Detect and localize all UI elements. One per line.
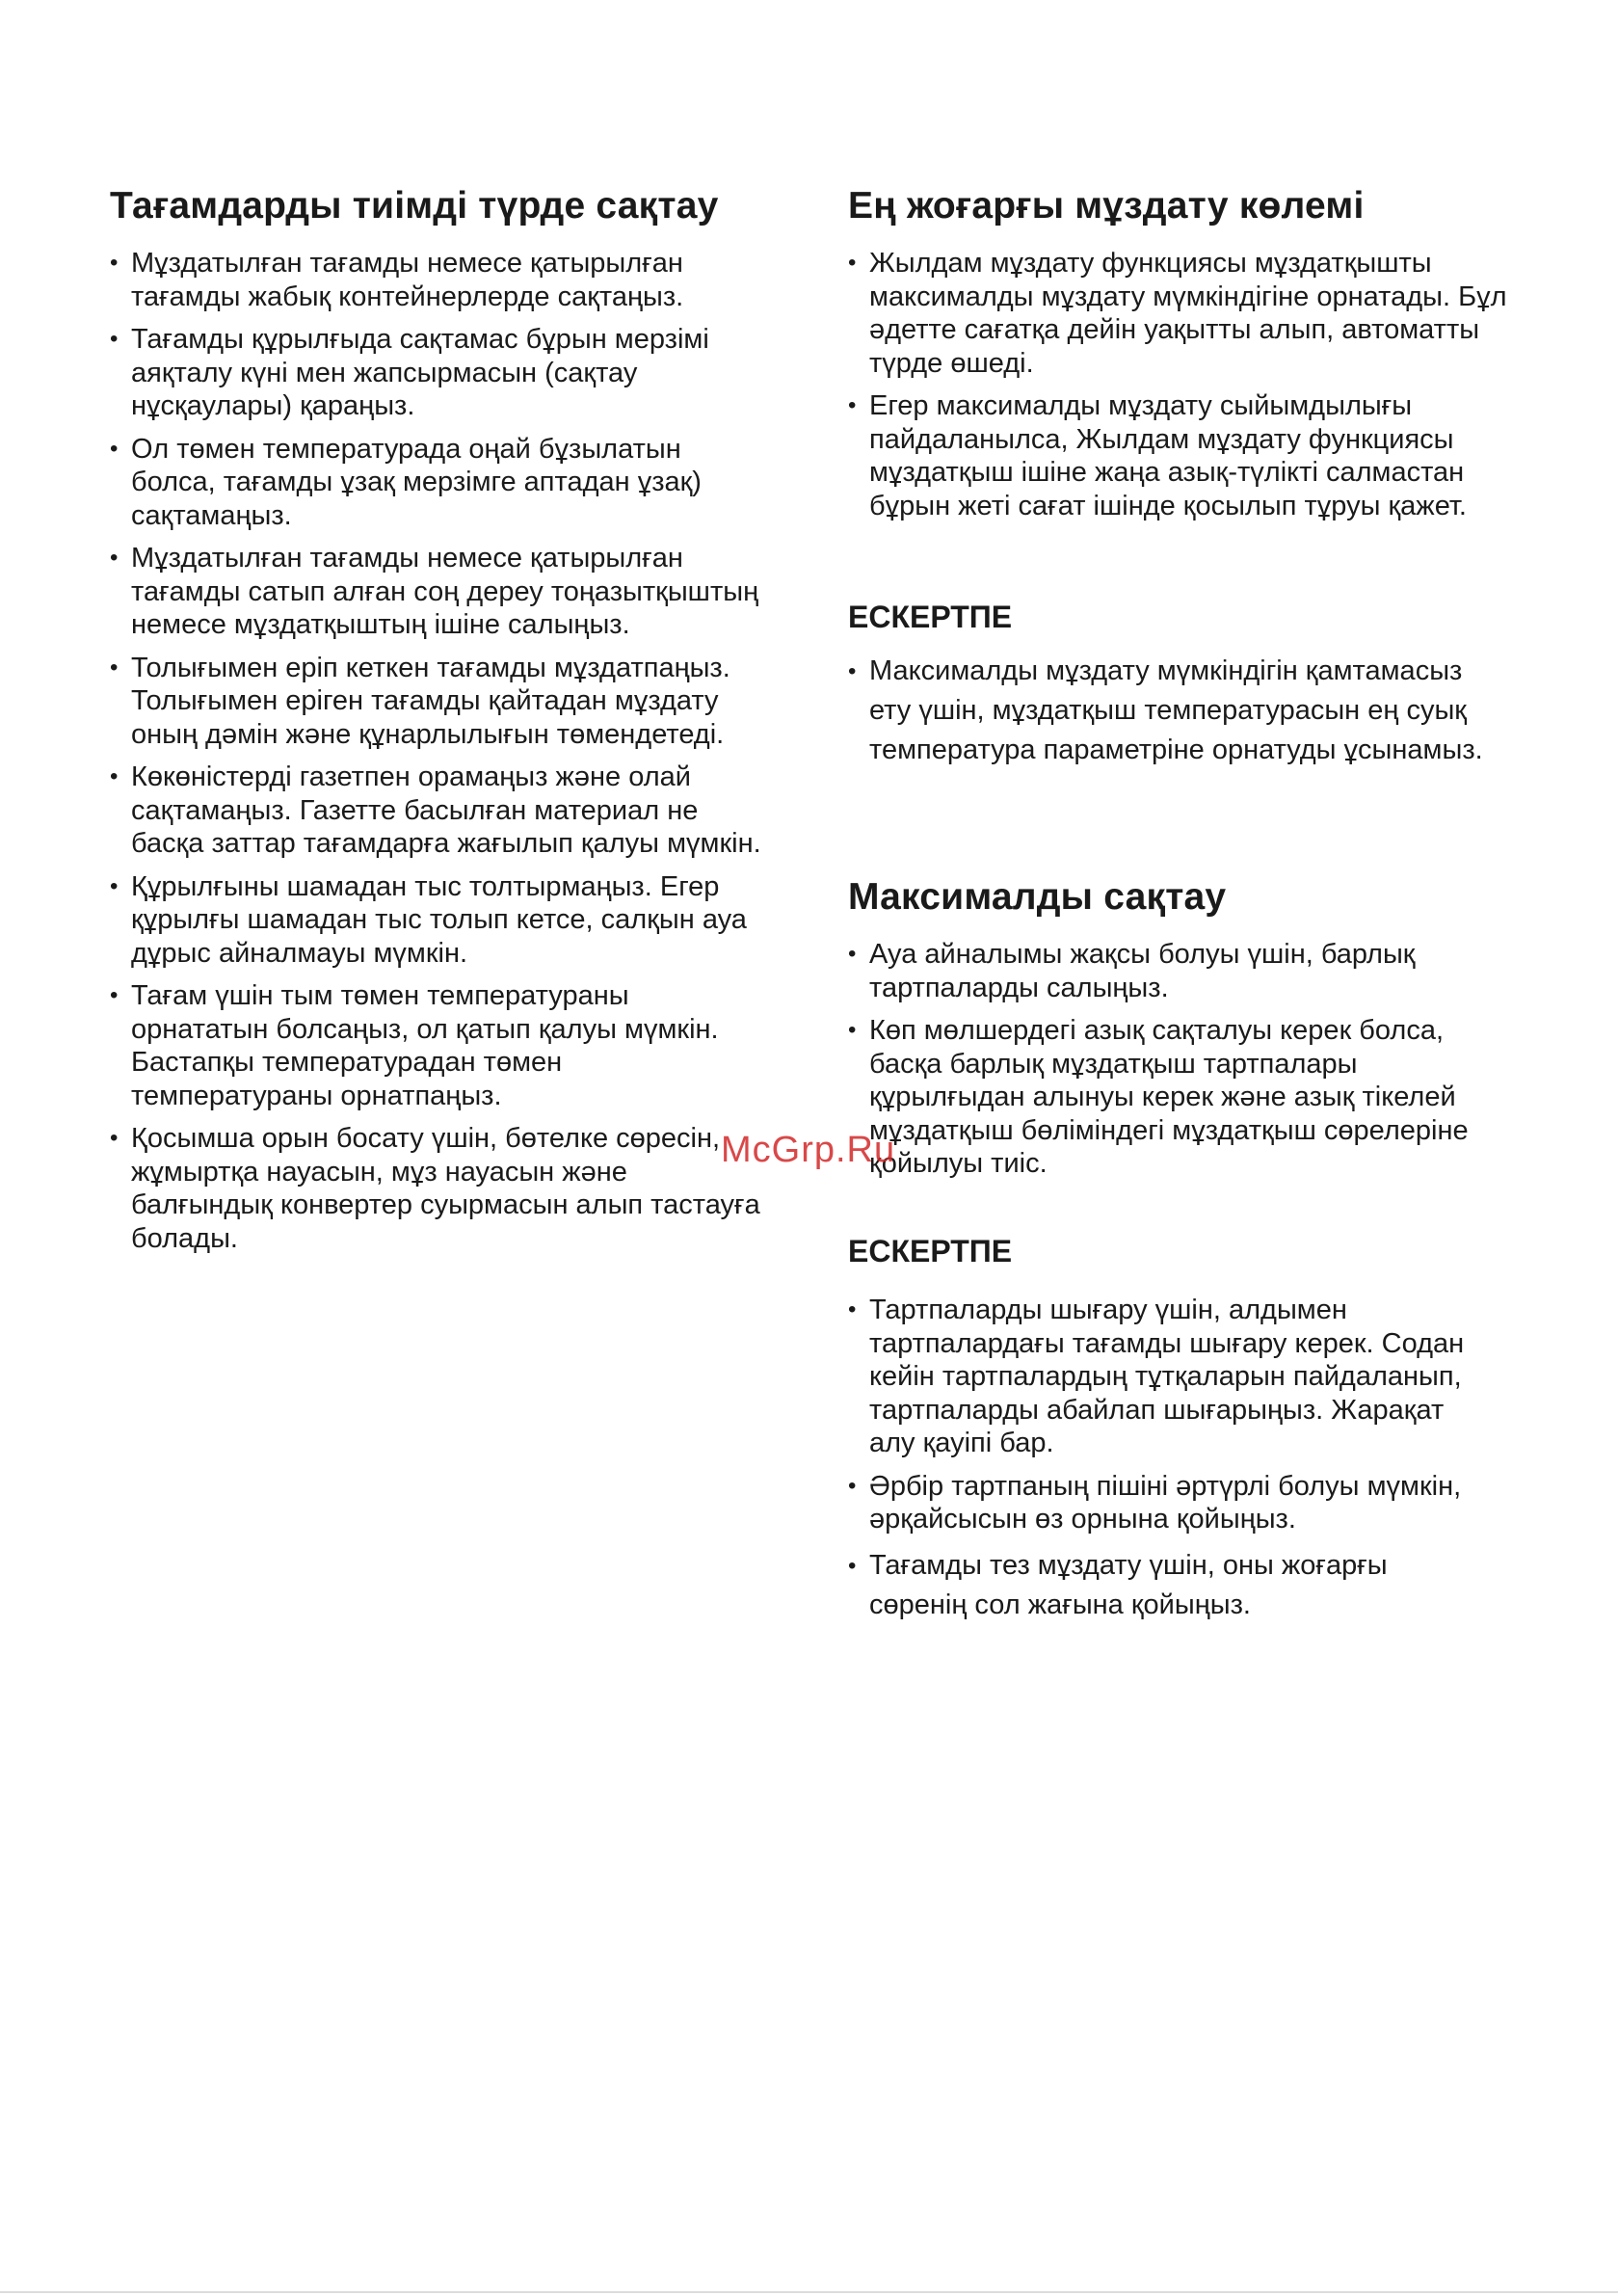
note-title: ЕСКЕРТПЕ	[848, 600, 1013, 634]
list-item: • Мұздатылған тағамды немесе қатырылған тағамды жабық контейнерлерде сақтаңыз.	[110, 248, 684, 312]
food-storage-list	[110, 247, 765, 1255]
bullet-icon: •	[848, 1552, 857, 1579]
bullet-icon: •	[848, 941, 857, 967]
bullet-icon: •	[848, 1296, 857, 1322]
list-item: • Мұздатылған тағамды немесе қатырылған тағамды сатып алған соң дереу тоңазытқыштың немесе мұздатқыштың ішіне салыңыз.	[110, 543, 759, 640]
list-item: • Көп мөлшердегі азық сақталуы керек болса, басқа барлық мұздатқыш тартпалары құрылғыдан алынуы керек және азық тікелей мұздатқыш бөліміндегі мұздатқыш сөрелеріне қойылуы тиіс.	[848, 1015, 1469, 1179]
list-item: • Әрбір тартпаның пішіні әртүрлі болуы мүмкін, әрқайсысын өз орнына қойыңыз.	[848, 1470, 1462, 1535]
section-food-storage	[110, 183, 823, 1265]
section-max-storage	[848, 874, 1523, 1190]
bullet-icon: •	[848, 1017, 857, 1043]
list-item: • Тағамды құрылғыда сақтамас бұрын мерзімі аяқталу күні мен жапсырмасын (сақтау нұсқаулары) қараңыз.	[110, 324, 709, 421]
bullet-icon: •	[110, 545, 119, 571]
bullet-icon: •	[110, 326, 119, 352]
list-item: • Тағамды тез мұздату үшін, оны жоғарғы сөренің сол жағына қойыңыз.	[848, 1546, 1474, 1625]
list-item: • Ол төмен температурада оңай бұзылатын болса, тағамды ұзақ мерзімге аптадан ұзақ) сақтамаңыз.	[110, 433, 702, 531]
note-2-list	[848, 1294, 1474, 1625]
bullet-icon: •	[110, 1125, 119, 1151]
bullet-icon: •	[110, 435, 119, 462]
bullet-icon: •	[110, 872, 119, 899]
section-title: Ең жоғарғы мұздату көлемі	[848, 185, 1365, 227]
bullet-icon: •	[848, 392, 857, 418]
watermark: McGrp.Ru	[721, 1130, 896, 1170]
list-item: • Қосымша орын босату үшін, бөтелке сөресін, жұмыртқа науасын, мұз науасын және балғындық конвертер суырмасын алып тастауға болады.	[110, 1123, 760, 1254]
list-item: • Көкөністерді газетпен орамаңыз және олай сақтамаңыз. Газетте басылған материал не басқа заттар тағамдарға жағылып қалуы мүмкін.	[110, 761, 761, 859]
max-freezing-list	[848, 247, 1508, 522]
section-max-freezing	[848, 183, 1523, 532]
bullet-icon: •	[848, 658, 857, 684]
section-title: Максималды сақтау	[848, 876, 1227, 918]
bullet-icon: •	[110, 763, 119, 789]
list-item: • Тартпаларды шығару үшін, алдымен тартпалардағы тағамды шығару керек. Содан кейін тартпалардың тұтқаларын пайдаланып, тартпаларды абайлап шығарыңыз. Жарақат алу қауіпі бар.	[848, 1295, 1465, 1458]
list-item: • Максималды мұздату мүмкіндігін қамтамасыз ету үшін, мұздатқыш температурасын ең суық температура параметріне орнатуды ұсынамыз.	[848, 652, 1484, 770]
bullet-icon: •	[848, 1472, 857, 1499]
footer-divider	[0, 2291, 1618, 2293]
note-title: ЕСКЕРТПЕ	[848, 1234, 1013, 1268]
note-1	[848, 598, 1523, 780]
bullet-icon: •	[110, 982, 119, 1008]
list-item: • Құрылғыны шамадан тыс толтырмаңыз. Егер құрылғы шамадан тыс толып кетсе, салқын ауа дұрыс айналмауы мүмкін.	[110, 870, 747, 969]
bullet-icon: •	[110, 250, 119, 276]
bullet-icon: •	[848, 250, 857, 276]
bullet-icon: •	[110, 654, 119, 681]
list-item: • Ауа айналымы жақсы болуы үшін, барлық тартпаларды салыңыз.	[848, 939, 1416, 1003]
list-item: • Жылдам мұздату функциясы мұздатқышты максималды мұздату мүмкіндігіне орнатады. Бұл әдетте сағатқа дейін уақытты алып, автоматты түрде өшеді.	[848, 248, 1507, 379]
list-item: • Тағам үшін тым төмен температураны орнататын болсаңыз, ол қатып қалуы мүмкін. Бастапқы температурадан төмен температураны орнатпаңыз.	[110, 980, 719, 1111]
section-title: Тағамдарды тиімді түрде сақтау	[110, 185, 719, 227]
note-1-list	[848, 652, 1484, 770]
list-item: • Егер максималды мұздату сыйымдылығы пайдаланылса, Жылдам мұздату функциясы мұздатқыш ішіне жаңа азық-түлікті салмастан бұрын жеті сағат ішінде қосылып тұруы қажет.	[848, 390, 1467, 521]
note-2	[848, 1232, 1523, 1635]
max-storage-list	[848, 938, 1503, 1181]
list-item: • Толығымен еріп кеткен тағамды мұздатпаңыз. Толығымен еріген тағамды қайтадан мұздату оның дәмін және құнарлылығын төмендетеді.	[110, 652, 730, 750]
